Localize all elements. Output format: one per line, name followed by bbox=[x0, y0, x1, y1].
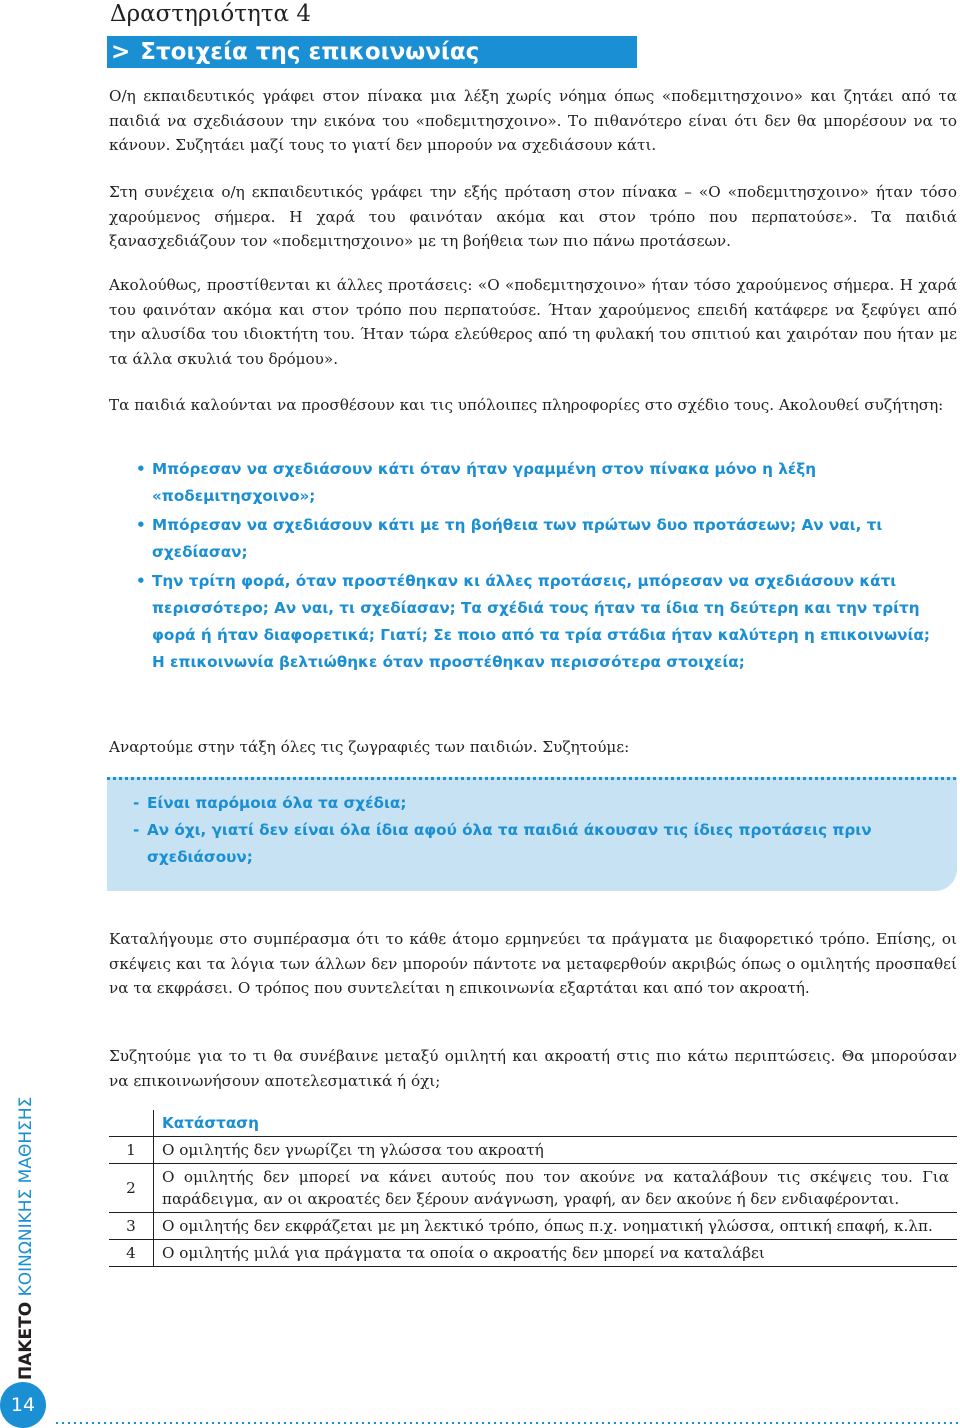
activity-title: Δραστηριότητα 4 bbox=[110, 1, 311, 27]
table-row bbox=[109, 1213, 957, 1240]
footer-dotted-line bbox=[56, 1422, 960, 1424]
section-title: Στοιχεία της επικοινωνίας bbox=[140, 39, 480, 65]
dash-icon: - bbox=[133, 794, 140, 812]
row-number: 4 bbox=[109, 1240, 154, 1267]
second-paragraph: Στη συνέχεια ο/η εκπαιδευτικός γράφει την εξής πρόταση στον πίνακα – «Ο «ποδεμιτησχοινο» ήταν τόσο χαρούμενος σήμερα. Η χαρά του φαινόταν ακόμα και στον τρόπο που περπατούσε». Τα παιδιά ξανασχεδιάζουν τον «ποδεμιτησχοινο» με τη βοήθεια των πιο πάνω προτάσεων. bbox=[109, 183, 957, 251]
callout-text: Είναι παρόμοια όλα τα σχέδια; bbox=[147, 794, 407, 812]
bullet-icon: • bbox=[136, 460, 146, 478]
display-paragraph: Αναρτούμε στην τάξη όλες τις ζωγραφιές των παιδιών. Συζητούμε: bbox=[109, 738, 630, 756]
row-text: Ο ομιλητής δεν γνωρίζει τη γλώσσα του ακροατή bbox=[154, 1137, 958, 1164]
callout-list bbox=[133, 790, 943, 871]
chevron-right-icon: > bbox=[111, 39, 131, 65]
list-item bbox=[133, 817, 943, 871]
question-text: Μπόρεσαν να σχεδιάσουν κάτι με τη βοήθεια των πρώτων δυο προτάσεων; Αν ναι, τι σχεδίασαν; bbox=[152, 516, 883, 561]
table-header-cell bbox=[109, 1110, 154, 1137]
row-number: 1 bbox=[109, 1137, 154, 1164]
side-label bbox=[16, 1097, 36, 1380]
cases-table bbox=[109, 1110, 957, 1267]
callout-dotted-border bbox=[107, 777, 957, 780]
table-row bbox=[109, 1164, 957, 1213]
table-header-row bbox=[109, 1110, 957, 1137]
list-item bbox=[130, 512, 930, 566]
list-item bbox=[130, 456, 930, 510]
discussion-intro-paragraph: Τα παιδιά καλούνται να προσθέσουν και τις υπόλοιπες πληροφορίες στο σχέδιο τους. Ακολουθεί συζήτηση: bbox=[109, 396, 944, 414]
conclusion-paragraph: Καταλήγουμε στο συμπέρασμα ότι το κάθε άτομο ερμηνεύει τα πράγματα με διαφορετικό τρόπο. Επίσης, οι σκέψεις και τα λόγια των άλλων δεν μπορούν πάντοτε να μεταφερθούν ακριβώς όπως ο ομιλητής προσπαθεί να τα εκφράσει. Ο τρόπος που συντελείται η επικοινωνία εξαρτάται και από τον ακροατή. bbox=[109, 930, 957, 998]
callout-text: Αν όχι, γιατί δεν είναι όλα ίδια αφού όλα τα παιδιά άκουσαν τις ίδιες προτάσεις πριν σχεδιάσουν; bbox=[147, 821, 872, 866]
third-paragraph: Ακολούθως, προστίθενται κι άλλες προτάσεις: «Ο «ποδεμιτησχοινο» ήταν τόσο χαρούμενος σήμερα. Η χαρά του φαινόταν ακόμα και στον τρόπο που περπατούσε. Ήταν χαρούμενος επειδή κατάφερε να ξεφύγει από την αλυσίδα του ιδιοκτήτη του. Ήταν τώρα ελεύθερος από τη φυλακή του σπιτιού και χαιρόταν που ήταν με τα άλλα σκυλιά του δρόμου». bbox=[109, 276, 957, 368]
table-row bbox=[109, 1240, 957, 1267]
table-row bbox=[109, 1137, 957, 1164]
intro-paragraph: Ο/η εκπαιδευτικός γράφει στον πίνακα μια λέξη χωρίς νόημα όπως «ποδεμιτησχοινο» και ζητάει από τα παιδιά να σχεδιάσουν την εικόνα του «ποδεμιτησχοινο». Το πιθανότερο είναι ότι δεν θα μπορέσουν να το κάνουν. Συζητάει μαζί τους το γιατί δεν μπορούν να σχεδιάσουν κάτι. bbox=[109, 87, 957, 155]
cases-intro-paragraph: Συζητούμε για το τι θα συνέβαινε μεταξύ ομιλητή και ακροατή στις πιο κάτω περιπτώσεις. Θα μπορούσαν να επικοινωνήσουν αποτελεσματικά ή όχι; bbox=[109, 1047, 957, 1090]
side-label-rest: ΚΟΙΝΩΝΙΚΗΣ ΜΑΘΗΣΗΣ bbox=[16, 1096, 36, 1297]
row-text: Ο ομιλητής δεν μπορεί να κάνει αυτούς που τον ακούνε να καταλάβουν τις σκέψεις του. Για παράδειγμα, αν οι ακροατές δεν ξέρουν ανάγνωση, γραφή, αν δεν ακούνε ή δεν ενδιαφέρονται. bbox=[154, 1164, 958, 1213]
dash-icon: - bbox=[133, 821, 140, 839]
question-text: Μπόρεσαν να σχεδιάσουν κάτι όταν ήταν γραμμένη στον πίνακα μόνο η λέξη «ποδεμιτησχοινο»; bbox=[152, 460, 817, 505]
list-item bbox=[133, 790, 943, 817]
section-banner bbox=[107, 36, 637, 68]
row-text: Ο ομιλητής δεν εκφράζεται με μη λεκτικό τρόπο, όπως π.χ. νοηματική γλώσσα, οπτική επαφή, κ.λπ. bbox=[154, 1213, 958, 1240]
row-number: 2 bbox=[109, 1164, 154, 1213]
list-item bbox=[130, 568, 930, 676]
page-number: 14 bbox=[0, 1382, 46, 1428]
callout-box bbox=[107, 777, 957, 891]
question-text: Την τρίτη φορά, όταν προστέθηκαν κι άλλες προτάσεις, μπόρεσαν να σχεδιάσουν κάτι περισσότερο; Αν ναι, τι σχεδίασαν; Τα σχέδιά τους ήταν τα ίδια τη δεύτερη και την τρίτη φορά ή ήταν διαφορετικά; Γιατί; Σε ποιο από τα τρία στάδια ήταν καλύτερη η επικοινωνία; Η επικοινωνία βελτιώθηκε όταν προστέθηκαν περισσότερα στοιχεία; bbox=[152, 572, 930, 671]
bullet-icon: • bbox=[136, 516, 146, 534]
discussion-questions-list bbox=[130, 456, 930, 678]
table-header-cell: Κατάσταση bbox=[154, 1110, 958, 1137]
side-label-bold: ΠΑΚΕΤΟ bbox=[16, 1301, 36, 1380]
bullet-icon: • bbox=[136, 572, 146, 590]
row-number: 3 bbox=[109, 1213, 154, 1240]
row-text: Ο ομιλητής μιλά για πράγματα τα οποία ο ακροατής δεν μπορεί να καταλάβει bbox=[154, 1240, 958, 1267]
